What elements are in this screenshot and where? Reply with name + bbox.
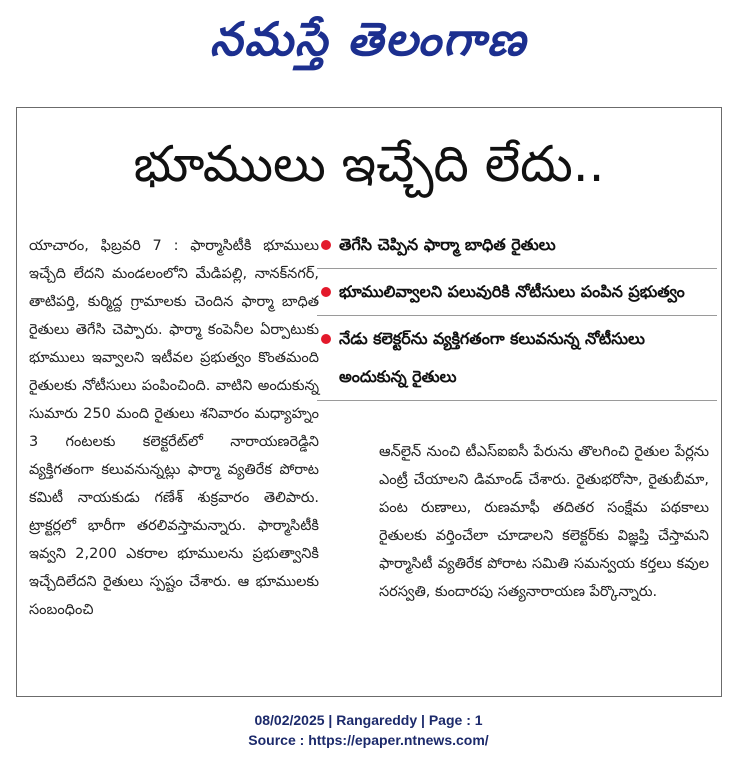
highlight-divider <box>317 400 717 401</box>
masthead-title: నమస్తే తెలంగాణ <box>209 12 528 66</box>
highlight-item <box>317 320 717 396</box>
bullet-icon <box>321 240 331 250</box>
footer <box>0 710 737 750</box>
article-body-left: యాచారం, ఫిబ్రవరి 7 : ఫార్మాసిటీకి భూములు ఇచ్చేది లేదని మండలంలోని మేడిపల్లి, నానక్‌నగర్, తాటిపర్తి, కుర్మిద్ద గ్రామాలకు చెందిన ఫార్మా బాధిత రైతులు తెగేసి చెప్పారు. ఫార్మా కంపెనీల ఏర్పాటుకు భూములు ఇవ్వాలని ఇటీవల ప్రభుత్వం కొంతమంది రైతులకు నోటీసులు పంపించింది. వాటిని అందుకున్న సుమారు 250 మంది రైతులు శనివారం మధ్యాహ్నం 3 గంటలకు కలెక్టరేట్‌లో నారాయణరెడ్డిని వ్యక్తిగతంగా కలువనున్నట్లు ఫార్మా వ్యతిరేక పోరాట కమిటీ నాయకుడు గణేశ్ శుక్రవారం తెలిపారు. ట్రాక్టర్లలో భారీగా తరలివస్తామన్నారు. ఫార్మాసిటీకి ఇవ్వని 2,200 ఎకరాల భూములను ప్రభుత్వానికి ఇచ్చేదిలేదని రైతులు స్పష్టం చేశారు. ఆ భూములకు సంబంధించి <box>29 238 319 618</box>
highlight-item <box>317 273 717 311</box>
highlight-text: నేడు కలెక్టర్‌ను వ్యక్తిగతంగా కలువనున్న నోటీసులు అందుకున్న రైతులు <box>339 329 645 386</box>
footer-edition-info: 08/02/2025 | Rangareddy | Page : 1 <box>254 712 483 728</box>
highlight-item <box>317 226 717 264</box>
footer-source-link[interactable]: Source : https://epaper.ntnews.com/ <box>248 732 489 748</box>
bullet-icon <box>321 287 331 297</box>
article-body-right: ఆన్‌లైన్ నుంచి టీఎస్‌ఐఐసీ పేరును తొలగించి రైతుల పేర్లను ఎంట్రీ చేయాలని డిమాండ్ చేశారు. రైతుభరోసా, రైతుబీమా, పంట రుణాలు, రుణమాఫీ తదితర సంక్షేమ పథకాలు రైతులకు వర్తించేలా చూడాలని కలెక్టర్‌కు విజ్ఞప్తి చేస్తామని ఫార్మాసిటీ వ్యతిరేక పోరాట సమితి సమన్వయ కర్తలు కవుల సరస్వతి, కుందారపు సత్యనారాయణ పేర్కొన్నారు. <box>379 444 709 600</box>
article-clipping <box>16 107 722 697</box>
article-headline: భూములు ఇచ్చేది లేదు.. <box>133 135 605 193</box>
highlight-divider <box>317 268 717 269</box>
highlight-text: భూములివ్వాలని పలువురికి నోటీసులు పంపిన ప్రభుత్వం <box>339 282 685 301</box>
highlight-text: తెగేసి చెప్పిన ఫార్మా బాధిత రైతులు <box>339 235 556 254</box>
bullet-icon <box>321 334 331 344</box>
article-highlights <box>317 226 717 405</box>
highlight-divider <box>317 315 717 316</box>
